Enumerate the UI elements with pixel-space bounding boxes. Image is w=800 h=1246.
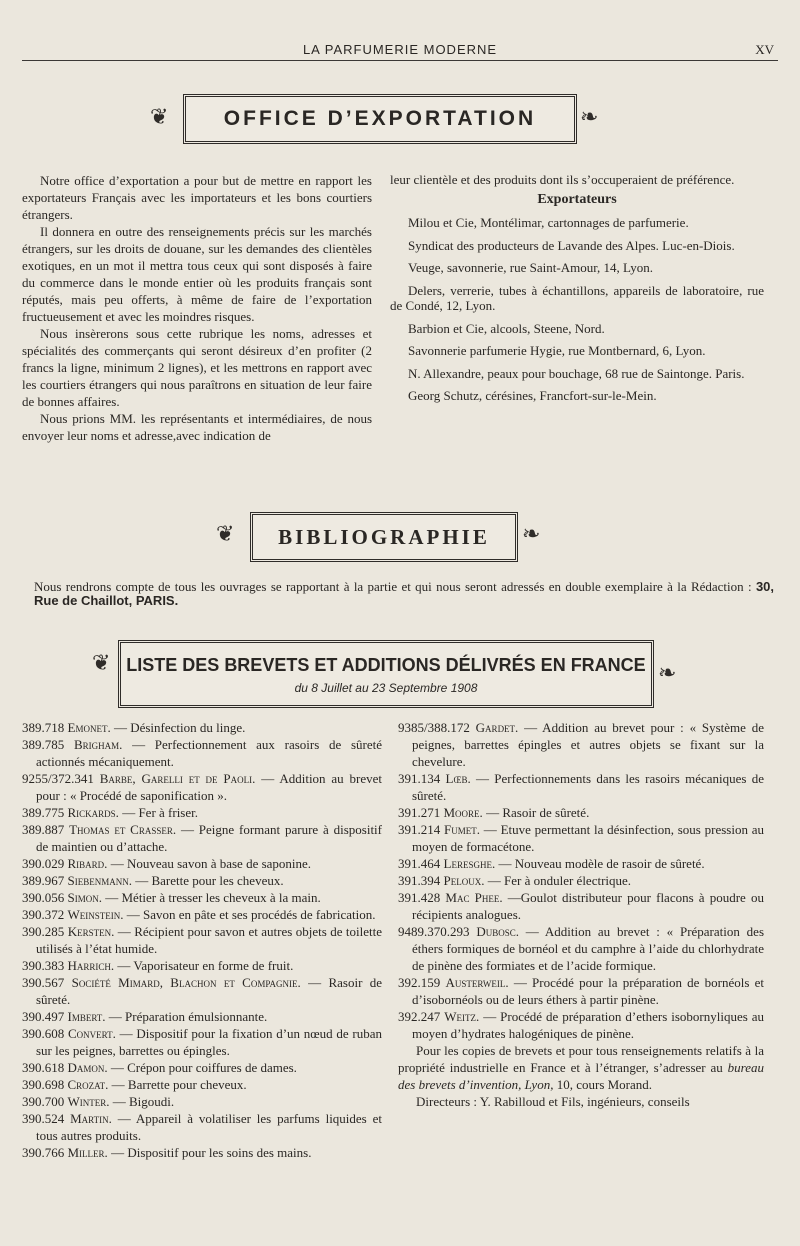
biblio-notice bbox=[34, 580, 774, 608]
brevet-entry bbox=[22, 872, 382, 889]
brevet-entry bbox=[398, 821, 764, 855]
brevet-number: 9489.370.293 bbox=[398, 924, 470, 939]
brevet-entry bbox=[398, 923, 764, 974]
exportateur-entry: Veuge, savonnerie, rue Saint-Amour, 14, Lyon. bbox=[408, 260, 653, 275]
brevet-holder: Barbe, Garelli et de Paoli. bbox=[99, 771, 256, 786]
brevet-description: — Métier à tresser les cheveux à la main. bbox=[105, 890, 321, 905]
brevet-description: — Fer à onduler électrique. bbox=[487, 873, 632, 888]
brevet-entry bbox=[22, 821, 382, 855]
brevet-entry bbox=[398, 872, 764, 889]
brevet-entry bbox=[22, 1025, 382, 1059]
brevet-entry bbox=[22, 804, 382, 821]
brevet-description: — Rasoir de sûreté. bbox=[486, 805, 590, 820]
brevets-directors: Directeurs : Y. Rabilloud et Fils, ingénieurs, conseils bbox=[416, 1094, 690, 1109]
brevet-description: — Etuve permettant la désinfection, sous pression au moyen de formacétone. bbox=[412, 822, 765, 854]
brevet-number: 9385/388.172 bbox=[398, 720, 470, 735]
brevet-description: — Vaporisateur en forme de fruit. bbox=[117, 958, 294, 973]
office-paragraph: Il donnera en outre des renseignements précis sur les marchés étrangers, sur les droits de douane, sur les demandes des clientèles exotiques, en un mot il mettra tous ceux qui sont disposés à faire du commerce dans le monde entier où les produits français sont réputés, mais peu offerts, à même de faire de l’exportation fructueusement et avec les moindres risques. bbox=[22, 224, 372, 324]
brevet-description: — Savon en pâte et ses procédés de fabrication. bbox=[126, 907, 376, 922]
brevet-entry bbox=[398, 770, 764, 804]
brevet-entry bbox=[22, 1076, 382, 1093]
brevet-number: 389.785 bbox=[22, 737, 65, 752]
office-paragraph: Nous insèrerons sous cette rubrique les noms, adresses et spécialités des commerçants qui seront désireux d’en profiter (2 francs la ligne, minimum 2 lignes), et les mettrons en rapport avec les courtiers étrangers qui nous paraîtrons en situation de leur faire de bonnes affaires. bbox=[22, 326, 372, 409]
office-left-column bbox=[22, 172, 372, 444]
brevet-number: 390.029 bbox=[22, 856, 65, 871]
brevet-holder: Emonet. bbox=[67, 720, 111, 735]
exportateur-entry: Delers, verrerie, tubes à échantillons, appareils de laboratoire, rue de Condé, 12, Lyon. bbox=[390, 282, 764, 313]
brevets-closing-note bbox=[398, 1042, 764, 1093]
brevet-holder: Mac Phee. bbox=[445, 890, 503, 905]
brevet-entry bbox=[22, 1110, 382, 1144]
brevet-number: 390.700 bbox=[22, 1094, 65, 1109]
brevet-number: 391.271 bbox=[398, 805, 441, 820]
brevet-holder: Martin. bbox=[70, 1111, 112, 1126]
brevet-number: 390.524 bbox=[22, 1111, 65, 1126]
office-continuation: leur clientèle et des produits dont ils s’occuperaient de préférence. bbox=[390, 172, 735, 187]
brevet-number: 390.608 bbox=[22, 1026, 65, 1041]
brevet-entry bbox=[22, 770, 382, 804]
brevet-holder: Thomas et Crasser. bbox=[69, 822, 177, 837]
brevet-entry bbox=[398, 889, 764, 923]
brevet-entry bbox=[22, 957, 382, 974]
brevets-heading: LISTE DES BREVETS ET ADDITIONS DÉLIVRÉS EN FRANCE bbox=[126, 655, 646, 675]
brevet-entry bbox=[22, 974, 382, 1008]
brevet-description: — Peigne formant parure à dispositif de maintien ou d’attache. bbox=[36, 822, 382, 854]
brevet-holder: Peloux. bbox=[443, 873, 485, 888]
brevet-number: 391.428 bbox=[398, 890, 441, 905]
brevet-entry bbox=[398, 719, 764, 770]
brevet-holder: Lœb. bbox=[445, 771, 471, 786]
running-head bbox=[22, 40, 778, 61]
brevet-description: — Addition au brevet pour : « Système de peignes, barrettes épingles et autres objets se fixant sur la chevelure. bbox=[412, 720, 764, 769]
closing-text: Pour les copies de brevets et pour tous renseignements relatifs à la propriété industrielle en France et à l’étranger, s’adresser au bbox=[398, 1043, 764, 1075]
brevet-entry bbox=[398, 855, 764, 872]
page-number: XV bbox=[755, 42, 774, 57]
brevet-holder: Brigham. bbox=[73, 737, 123, 752]
ornament-right-icon: ❧ bbox=[580, 104, 599, 129]
brevet-holder: Damon. bbox=[67, 1060, 108, 1075]
brevet-holder: Leresghe. bbox=[443, 856, 496, 871]
exportateurs-title: Exportateurs bbox=[537, 191, 617, 207]
brevet-holder: Miller. bbox=[67, 1145, 108, 1160]
brevets-right-column bbox=[398, 719, 764, 1110]
closing-address: 10, cours Morand. bbox=[556, 1077, 653, 1092]
brevet-description: — Récipient pour savon et autres objets de toilette utilisés à l’état humide. bbox=[36, 924, 383, 956]
brevet-description: — Rasoir de sûreté. bbox=[36, 975, 383, 1007]
biblio-heading-box bbox=[250, 512, 518, 562]
brevet-number: 391.214 bbox=[398, 822, 441, 837]
ornament-left-icon: ❦ bbox=[150, 104, 169, 129]
brevet-number: 390.285 bbox=[22, 924, 65, 939]
brevet-entry bbox=[398, 804, 764, 821]
brevet-holder: Convert. bbox=[67, 1026, 116, 1041]
brevet-number: 392.247 bbox=[398, 1009, 441, 1024]
brevet-holder: Winter. bbox=[67, 1094, 110, 1109]
brevet-description: — Procédé de préparation d’ethers isobornyliques au moyen d’hydrates halogéniques de pinène. bbox=[412, 1009, 765, 1041]
closing-bureau: bureau des brevets d’invention, Lyon, bbox=[398, 1060, 765, 1092]
brevet-number: 390.698 bbox=[22, 1077, 65, 1092]
brevets-left-column bbox=[22, 719, 382, 1161]
brevet-entry bbox=[22, 736, 382, 770]
brevet-holder: Siebenmann. bbox=[67, 873, 132, 888]
biblio-address: 30, Rue de Chaillot, PARIS. bbox=[34, 579, 775, 608]
brevet-holder: Crozat. bbox=[67, 1077, 109, 1092]
brevet-description: — Barette pour les cheveux. bbox=[135, 873, 284, 888]
brevet-entry bbox=[22, 1144, 382, 1161]
brevet-holder: Weitz. bbox=[444, 1009, 480, 1024]
brevet-entry bbox=[22, 906, 382, 923]
brevet-description: — Procédé pour la préparation de bornéols et d’isobornéols ou de leurs éthers à partir pinène. bbox=[412, 975, 765, 1007]
brevet-number: 390.618 bbox=[22, 1060, 65, 1075]
brevet-number: 390.766 bbox=[22, 1145, 65, 1160]
brevet-entry bbox=[398, 974, 764, 1008]
biblio-text: Nous rendrons compte de tous les ouvrages se rapportant à la partie et qui nous seront adressés en double exemplaire à la Rédaction : bbox=[34, 579, 752, 594]
ornament-right-icon: ❧ bbox=[522, 521, 541, 546]
brevet-description: — Addition au brevet : « Préparation des éthers formiques de bornéol et du camphre à l’aide du chlorhydrate de pinène des formiates et de l’acide formique. bbox=[412, 924, 765, 973]
brevet-holder: Société Mimard, Blachon et Compagnie. bbox=[71, 975, 301, 990]
office-heading: OFFICE D’EXPORTATION bbox=[223, 107, 537, 130]
brevets-heading-box bbox=[118, 640, 654, 708]
office-heading-box bbox=[183, 94, 577, 144]
brevet-number: 390.497 bbox=[22, 1009, 65, 1024]
brevet-number: 392.159 bbox=[398, 975, 441, 990]
brevets-subheading: du 8 Juillet au 23 Septembre 1908 bbox=[294, 681, 478, 695]
brevet-number: 391.134 bbox=[398, 771, 441, 786]
brevet-holder: Moore. bbox=[443, 805, 483, 820]
ornament-left-icon: ❦ bbox=[92, 650, 111, 675]
brevet-entry bbox=[22, 1093, 382, 1110]
brevet-holder: Simon. bbox=[67, 890, 102, 905]
brevet-entry bbox=[22, 1008, 382, 1025]
brevet-entry bbox=[22, 719, 382, 736]
brevet-description: — Fer à friser. bbox=[122, 805, 198, 820]
brevet-number: 390.383 bbox=[22, 958, 65, 973]
brevet-number: 391.394 bbox=[398, 873, 441, 888]
exportateur-entry: Barbion et Cie, alcools, Steene, Nord. bbox=[408, 320, 605, 336]
brevet-number: 389.775 bbox=[22, 805, 65, 820]
brevet-description: — Perfectionnements dans les rasoirs mécaniques de sûreté. bbox=[412, 771, 764, 803]
brevet-description: — Dispositif pour les soins des mains. bbox=[111, 1145, 312, 1160]
brevet-holder: Kersten. bbox=[67, 924, 115, 939]
brevet-description: — Addition au brevet pour : « Procédé de saponification ». bbox=[36, 771, 382, 803]
brevet-number: 391.464 bbox=[398, 856, 441, 871]
brevet-holder: Gardet. bbox=[475, 720, 519, 735]
brevet-description: — Nouveau savon à base de saponine. bbox=[110, 856, 312, 871]
brevet-holder: Fumet. bbox=[444, 822, 481, 837]
brevet-entry bbox=[22, 889, 382, 906]
exportateur-entry: Georg Schutz, cérésines, Francfort-sur-le-Mein. bbox=[408, 388, 657, 403]
brevet-entry bbox=[22, 1059, 382, 1076]
exportateur-entry: N. Allexandre, peaux pour bouchage, 68 rue de Saintonge. Paris. bbox=[408, 365, 745, 381]
journal-title: LA PARFUMERIE MODERNE bbox=[302, 42, 498, 57]
brevet-description: —Goulot distributeur pour flacons à poudre ou récipients analogues. bbox=[412, 890, 764, 922]
brevet-description: — Nouveau modèle de rasoir de sûreté. bbox=[498, 856, 705, 871]
brevet-entry bbox=[22, 855, 382, 872]
brevet-holder: Harrich. bbox=[67, 958, 115, 973]
office-paragraph: Nous prions MM. les représentants et intermédiaires, de nous envoyer leur noms et adresse,avec indication de bbox=[22, 411, 372, 443]
office-right-column bbox=[390, 172, 764, 411]
brevet-number: 390.567 bbox=[22, 975, 65, 990]
exportateur-entry: Syndicat des producteurs de Lavande des Alpes. Luc-en-Diois. bbox=[408, 237, 735, 253]
brevet-description: — Perfectionnement aux rasoirs de sûreté actionnés mécaniquement. bbox=[36, 737, 382, 769]
brevet-description: — Préparation émulsionnante. bbox=[108, 1009, 268, 1024]
brevet-number: 389.718 bbox=[22, 720, 65, 735]
brevet-number: 389.967 bbox=[22, 873, 65, 888]
brevet-number: 390.372 bbox=[22, 907, 65, 922]
ornament-right-icon: ❧ bbox=[658, 660, 677, 685]
brevet-holder: Austerweil. bbox=[445, 975, 509, 990]
brevet-number: 389.887 bbox=[22, 822, 65, 837]
exportateur-entry: Milou et Cie, Montélimar, cartonnages de parfumerie. bbox=[408, 215, 689, 230]
brevet-number: 390.056 bbox=[22, 890, 65, 905]
brevet-holder: Rickards. bbox=[67, 805, 119, 820]
brevet-description: — Dispositif pour la fixation d’un nœud de ruban sur les peignes, barrettes ou épingles. bbox=[36, 1026, 382, 1058]
brevet-holder: Ribard. bbox=[67, 856, 108, 871]
brevet-description: — Désinfection du linge. bbox=[113, 720, 246, 735]
brevet-holder: Imbert. bbox=[67, 1009, 106, 1024]
brevet-holder: Weinstein. bbox=[67, 907, 124, 922]
brevet-description: — Crépon pour coiffures de dames. bbox=[110, 1060, 297, 1075]
brevet-entry bbox=[398, 1008, 764, 1042]
exportateur-entry: Savonnerie parfumerie Hygie, rue Montbernard, 6, Lyon. bbox=[408, 343, 706, 358]
brevet-holder: Dubosc. bbox=[476, 924, 519, 939]
brevet-number: 9255/372.341 bbox=[22, 771, 94, 786]
office-paragraph: Notre office d’exportation a pour but de mettre en rapport les exportateurs Français avec les importateurs et les bons courtiers étrangers. bbox=[22, 173, 372, 222]
brevet-description: — Appareil à volatiliser les parfums liquides et tous autres produits. bbox=[36, 1111, 382, 1143]
brevet-description: — Barrette pour cheveux. bbox=[111, 1077, 247, 1092]
ornament-left-icon: ❦ bbox=[216, 521, 235, 546]
brevet-entry bbox=[22, 923, 382, 957]
biblio-heading: BIBLIOGRAPHIE bbox=[278, 525, 490, 549]
brevet-description: — Bigoudi. bbox=[112, 1094, 175, 1109]
